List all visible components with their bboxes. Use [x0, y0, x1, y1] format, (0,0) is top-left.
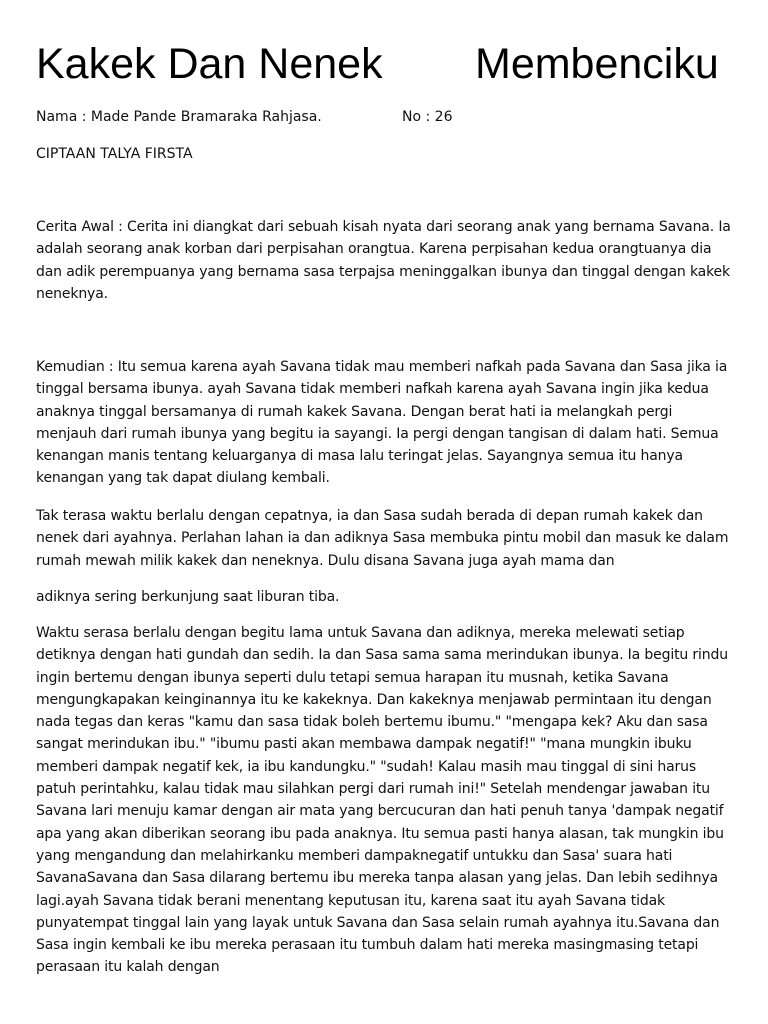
title-right: Membenciku: [475, 40, 719, 88]
paragraph-kemudian: Kemudian : Itu semua karena ayah Savana tidak mau memberi nafkah pada Savana dan Sasa jika ia tinggal bersama ibunya. ayah Savana tidak memberi nafkah karena ayah Savana ingin jika kedua anaknya tinggal bersamanya di rumah kakek Savana. Dengan berat hati ia melangkah pergi menjauh dari rumah ibunya yang begitu ia sayangi. Ia pergi dengan tangisan di dalam hati. Semua kenangan manis tentang keluarganya di masa lalu teringat jelas. Sayangnya semua itu hanya kenangan yang tak dapat diulang kembali.: [36, 359, 728, 487]
paragraph-waktu: Waktu serasa berlalu dengan begitu lama untuk Savana dan adiknya, mereka melewati setiap detiknya dengan hati gundah dan sedih. Ia dan Sasa sama sama merindukan ibunya. Ia begitu rindu ingin bertemu dengan ibunya seperti dulu tetapi semua harapan itu musnah, ketika Savana mengungkapakan keinginannya itu ke kakeknya. Dan kakeknya menjawab permintaan itu dengan nada tegas dan keras "kamu dan sasa tidak boleh bertemu ibumu." "mengapa kek? Aku dan sasa sangat merindukan ibu." "ibumu pasti akan membawa dampak negatif!" "mana mungkin ibuku memberi dampak negatif kek, ia ibu kandungku." "sudah! Kalau masih mau tinggal di sini harus patuh perintahku, kalau tidak mau silahkan pergi dari rumah ini!" Setelah mendengar jawaban itu Savana lari menuju kamar dengan air mata yang bercucuran dan hati penuh tanya 'dampak negatif apa yang akan diberikan seorang ibu pada anaknya. Itu semua pasti hanya alasan, tak mungkin ibu yang mengandung dan melahirkanku memberi dampaknegatif untukku dan Sasa' suara hati SavanaSavana dan Sasa dilarang bertemu ibu mereka tanpa alasan yang jelas. Dan lebih sedihnya lagi.ayah Savana tidak berani menentang keputusan itu, karena saat itu ayah Savana tidak punyatempat tinggal lain yang layak untuk Savana dan Sasa selain rumah ayahnya itu.Savana dan Sasa ingin kembali ke ibu mereka perasaan itu tumbuh dalam hati mereka masingmasing tetapi perasaan itu kalah dengan: [36, 625, 728, 976]
paragraph-cerita-awal: Cerita Awal : Cerita ini diangkat dari sebuah kisah nyata dari seorang anak yang bernama Savana. Ia adalah seorang anak korban dari perpisahan orangtua. Karena perpisahan kedua orangtuanya dia dan adik perempuanya yang bernama sasa terpajsa meninggalkan ibunya dan tinggal dengan kakek neneknya.: [36, 219, 731, 302]
title-left: Kakek Dan Nenek: [36, 40, 383, 88]
paragraph-arrival: Tak terasa waktu berlalu dengan cepatnya, ia dan Sasa sudah berada di depan rumah kakek dan nenek dari ayahnya. Perlahan lahan ia dan adiknya Sasa membuka pintu mobil dan masuk ke dalam rumah mewah milik kakek dan neneknya. Dulu disana Savana juga ayah mama dan: [36, 508, 729, 569]
paragraph-continuation: adiknya sering berkunjung saat liburan tiba.: [36, 589, 340, 605]
author-line: [36, 106, 736, 128]
credit-line: CIPTAAN TALYA FIRSTA: [36, 146, 193, 162]
author-number: No : 26: [402, 109, 453, 125]
author-name: Nama : Made Pande Bramaraka Rahjasa.: [36, 109, 322, 125]
